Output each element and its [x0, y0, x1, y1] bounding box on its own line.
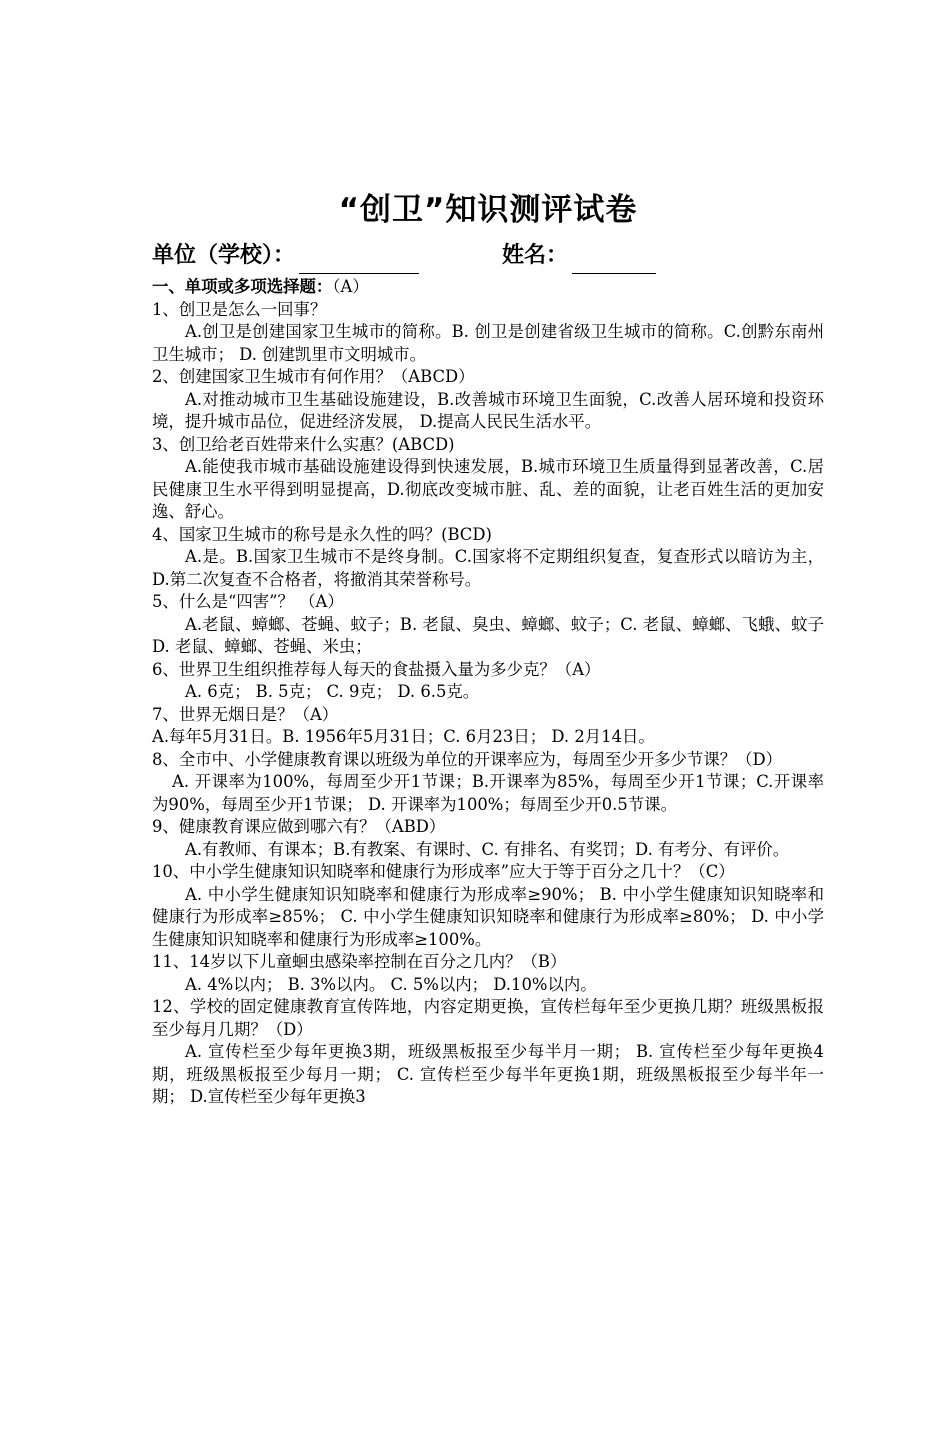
- unit-field: [152, 238, 419, 274]
- header-fields: [152, 238, 824, 274]
- question-1: [152, 299, 824, 367]
- question-options: A.创卫是创建国家卫生城市的简称。B. 创卫是创建省级卫生城市的简称。C.创黔东南州卫生城市； D. 创建凯里市文明城市。: [152, 322, 824, 364]
- question-options: A.老鼠、蟑螂、苍蝇、蚊子；B. 老鼠、臭虫、蟑螂、蚊子；C. 老鼠、蟑螂、飞蛾、蚊子D. 老鼠、蟑螂、苍蝇、米虫；: [152, 614, 824, 656]
- question-2: [152, 366, 824, 434]
- question-3: [152, 434, 824, 524]
- question-10: [152, 861, 824, 951]
- question-options: A.能使我市城市基础设施建设得到快速发展，B.城市环境卫生质量得到显著改善，C.居民健康卫生水平得到明显提高，D.彻底改变城市脏、乱、差的面貌，让老百姓生活的更加安逸、舒心。: [152, 457, 824, 521]
- question-options: A. 宣传栏至少每年更换3期，班级黑板报至少每半月一期； B. 宣传栏至少每年更换4期，班级黑板报至少每月一期； C. 宣传栏至少每半年更换1期，班级黑板报至少每半年一期； D.宣传栏至少每年更换3: [152, 1042, 824, 1106]
- question-options: A. 开课率为100%，每周至少开1节课；B.开课率为85%，每周至少开1节课；C.开课率为90%，每周至少开1节课； D. 开课率为100%；每周至少开0.5节课。: [152, 772, 824, 814]
- question-text: 6、世界卫生组织推荐每人每天的食盐摄入量为多少克？（A）: [152, 659, 601, 679]
- question-text: 12、学校的固定健康教育宣传阵地，内容定期更换，宣传栏每年至少更换几期？班级黑板报至少每月几期？（D）: [152, 997, 824, 1039]
- question-text: 5、什么是“四害”？ （A）: [152, 592, 344, 611]
- question-text: 1、创卫是怎么一回事？: [152, 299, 327, 319]
- question-5: [152, 591, 824, 659]
- question-text: 10、中小学生健康知识知晓率和健康行为形成率”应大于等于百分之几十？（C）: [152, 862, 735, 881]
- question-text: 9、健康教育课应做到哪六有？（ABD）: [152, 817, 446, 836]
- section-heading-text: 一、单项或多项选择题：: [152, 277, 333, 296]
- unit-blank-line[interactable]: [299, 245, 419, 274]
- question-text: 11、14岁以下儿童蛔虫感染率控制在百分之几内？（B）: [152, 952, 567, 971]
- unit-label: 单位（学校）：: [152, 243, 296, 268]
- question-options: A. 4%以内； B. 3%以内。 C. 5%以内； D.10%以内。: [185, 974, 597, 994]
- name-blank-line[interactable]: [572, 245, 656, 274]
- question-text: 8、全市中、小学健康教育课以班级为单位的开课率应为，每周至少开多少节课？（D）: [152, 749, 783, 769]
- name-label: 姓名：: [502, 243, 569, 268]
- question-9: [152, 816, 824, 861]
- question-options: A.是。B.国家卫生城市不是终身制。C.国家将不定期组织复查，复查形式以暗访为主，D.第二次复查不合格者，将撤消其荣誉称号。: [152, 547, 824, 589]
- section-heading: [152, 276, 824, 299]
- section-answer: （A）: [332, 277, 369, 296]
- question-text: 2、创建国家卫生城市有何作用？（ABCD）: [152, 367, 475, 386]
- question-12: [152, 996, 824, 1109]
- question-11: [152, 951, 824, 996]
- question-8: [152, 749, 824, 817]
- question-options: A.每年5月31日。B. 1956年5月31日；C. 6月23日； D. 2月14日。: [152, 727, 655, 746]
- page-title: “创卫”知识测评试卷: [338, 192, 638, 228]
- question-4: [152, 524, 824, 592]
- question-text: 7、世界无烟日是？（A）: [152, 704, 339, 724]
- name-field: [502, 238, 656, 274]
- question-options: A. 中小学生健康知识知晓率和健康行为形成率≥90%； B. 中小学生健康知识知晓率和健康行为形成率≥85%； C. 中小学生健康知识知晓率和健康行为形成率≥80%； D. 中小学生健康知识知晓率和健康行为形成率≥100%。: [152, 884, 824, 949]
- question-text: 4、国家卫生城市的称号是永久性的吗？(BCD): [152, 524, 492, 544]
- question-body: [152, 276, 824, 1109]
- question-options: A. 6克； B. 5克； C. 9克； D. 6.5克。: [185, 682, 480, 701]
- question-6: [152, 659, 824, 704]
- question-options: A.有教师、有课本；B.有教案、有课时、C. 有排名、有奖罚；D. 有考分、有评价。: [185, 839, 790, 859]
- question-options: A.对推动城市卫生基础设施建设，B.改善城市环境卫生面貌，C.改善人居环境和投资环境，提升城市品位，促进经济发展， D.提高人民民生活水平。: [152, 389, 824, 431]
- question-7: [152, 704, 824, 749]
- question-text: 3、创卫给老百姓带来什么实惠？(ABCD): [152, 434, 455, 454]
